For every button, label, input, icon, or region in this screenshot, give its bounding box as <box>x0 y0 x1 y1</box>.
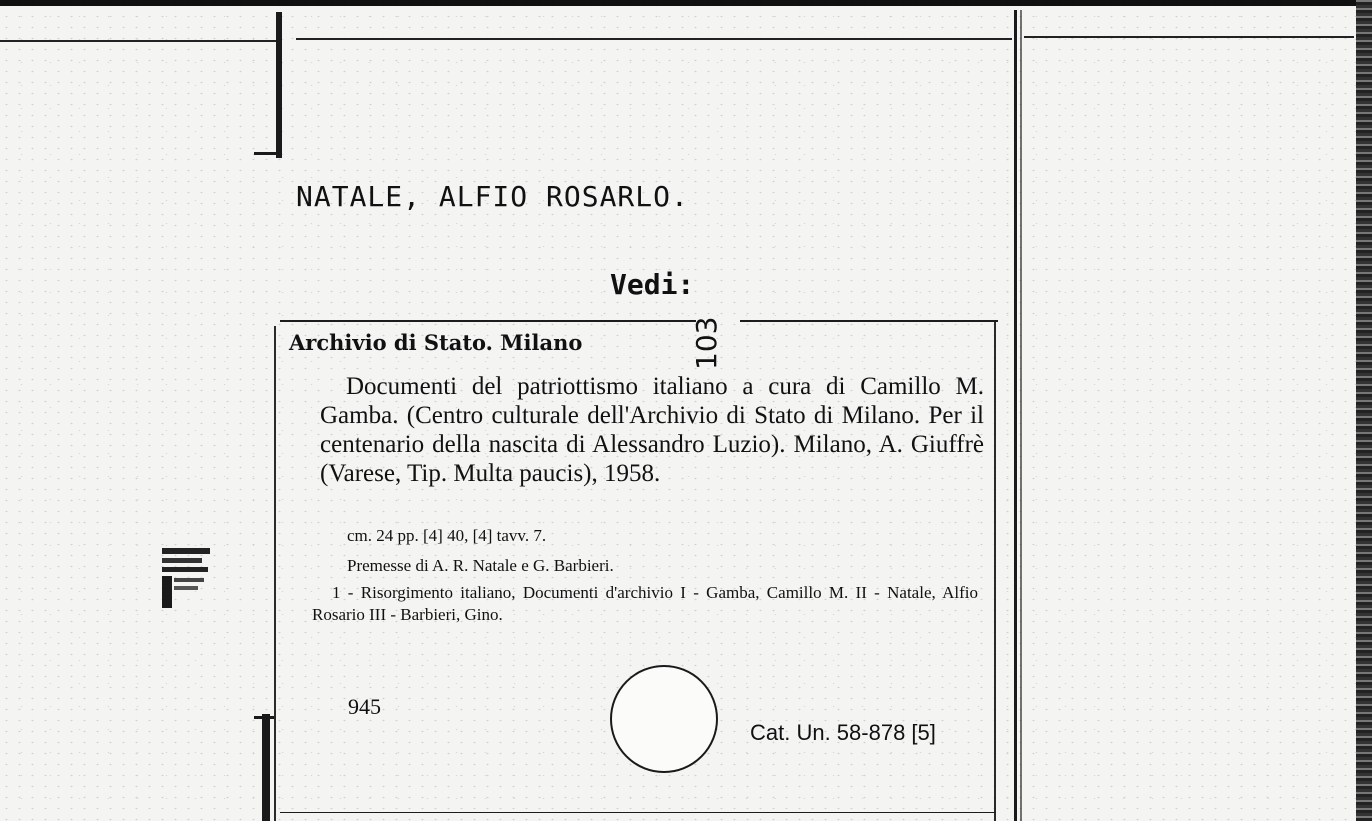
card-left-edge <box>274 326 276 821</box>
card-note: Premesse di A. R. Natale e G. Barbieri. <box>347 556 614 575</box>
card-top-rule-left <box>280 320 696 322</box>
binding-tab-bottom-foot <box>254 716 276 719</box>
library-stamp-icon <box>162 548 210 608</box>
card-heading: Archivio di Stato. Milano <box>289 330 583 355</box>
card-description <box>320 372 984 488</box>
card-subjects-text: 1 - Risorgimento italiano, Documenti d'archivio I - Gamba, Camillo M. II - Natale, Alfio Rosario III - Barbieri, Gino. <box>312 583 978 624</box>
card-bottom-rule <box>280 812 996 813</box>
binding-tab-top-foot <box>254 152 280 155</box>
card-top-rule-right <box>740 320 998 322</box>
card-subjects <box>312 582 978 626</box>
card-right-edge <box>994 322 996 821</box>
top-rule-middle <box>296 38 1012 40</box>
punch-hole <box>610 665 718 773</box>
entry-heading: NATALE, ALFIO ROSARLO. <box>296 180 689 213</box>
sheet-right-edge <box>1014 10 1017 821</box>
card-collation: cm. 24 pp. [4] 40, [4] tavv. 7. <box>347 526 547 545</box>
card-sequence-number: 103 <box>690 316 723 370</box>
top-rule-left <box>0 40 280 42</box>
see-also-label: Vedi: <box>610 268 695 301</box>
binding-tab-top <box>276 12 282 158</box>
binding-tab-bottom <box>262 714 270 821</box>
catalog-reference: Cat. Un. 58-878 [5] <box>750 720 936 745</box>
top-rule-right <box>1024 36 1354 38</box>
card-description-text: Documenti del patriottismo italiano a cura di Camillo M. Gamba. (Centro culturale dell'Archivio di Stato di Milano. Per il centenario della nascita di Alessandro Luzio). Milano, A. Giuffrè (Varese, Tip. Multa paucis), 1958. <box>320 373 984 487</box>
sheet-right-edge-inner <box>1020 10 1022 821</box>
top-edge <box>0 0 1372 6</box>
right-edge-strip <box>1356 0 1372 821</box>
classification-number: 945 <box>348 694 381 719</box>
